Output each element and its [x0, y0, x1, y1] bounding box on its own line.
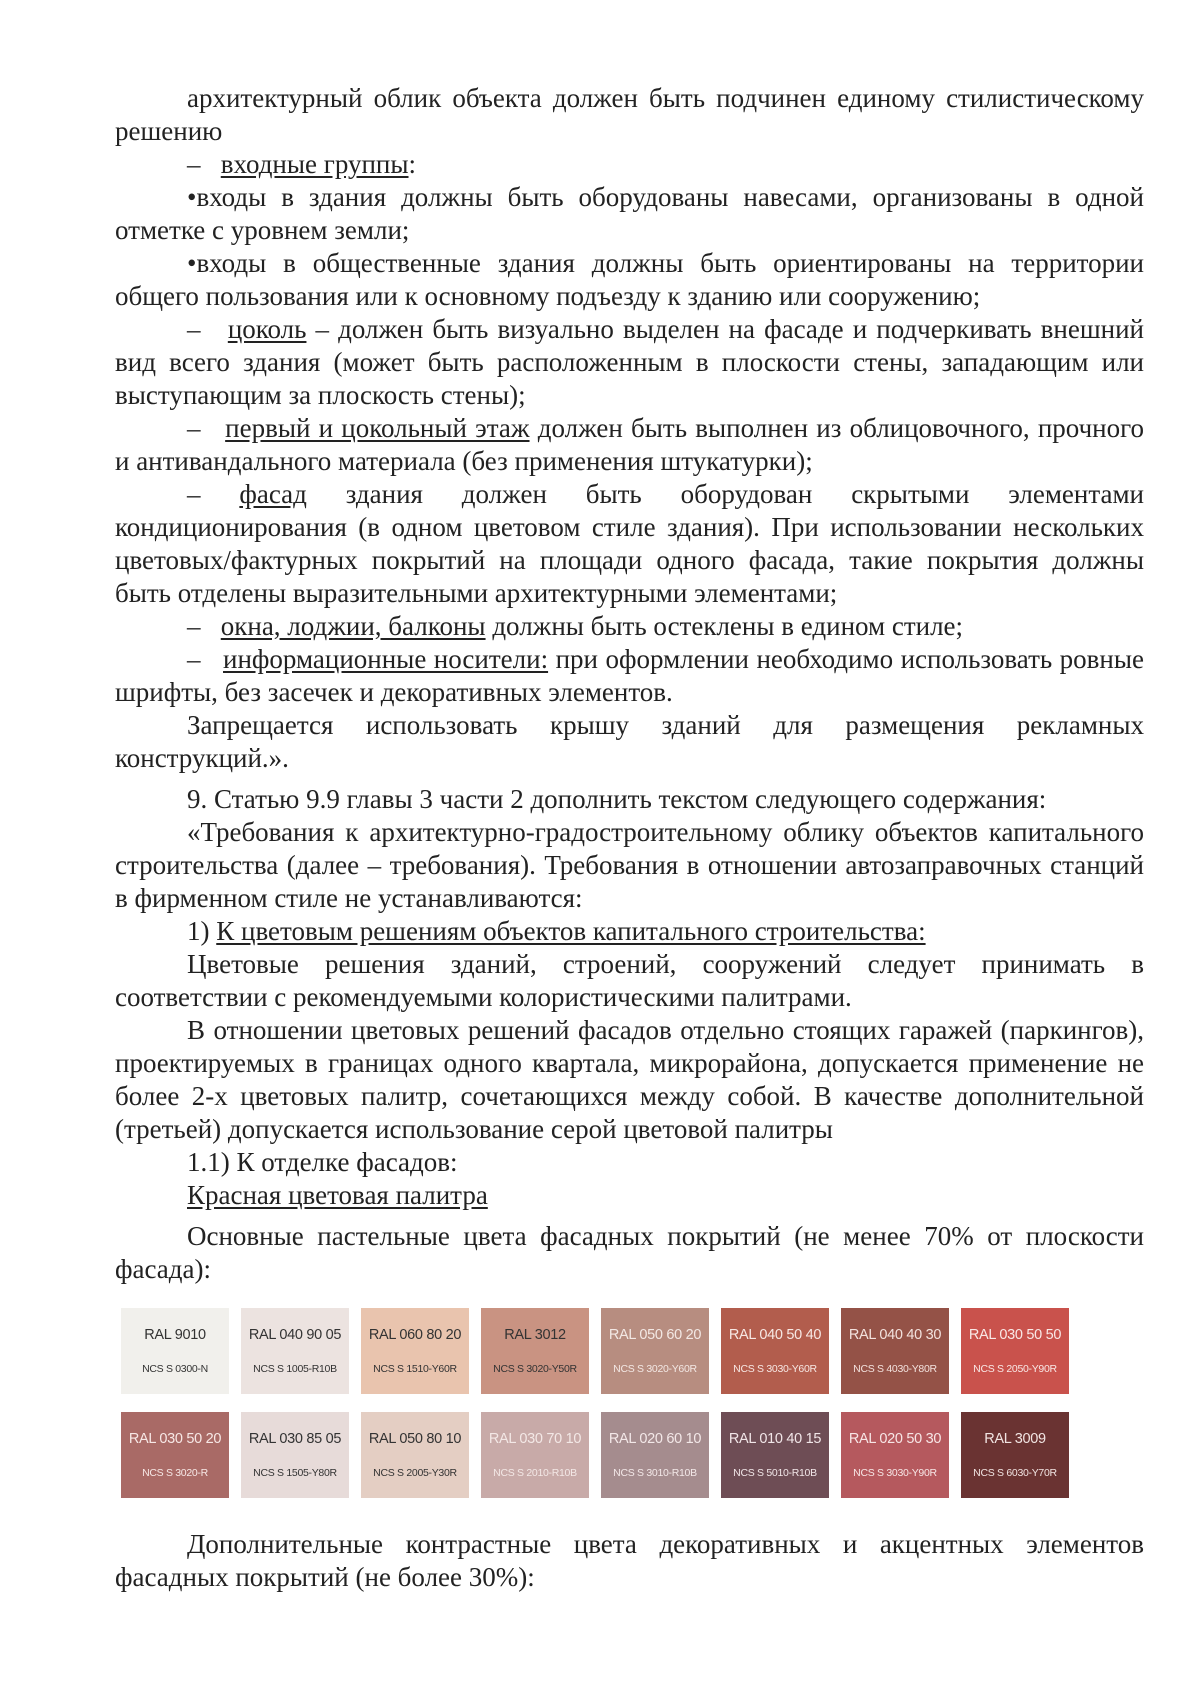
swatch-ncs-code: NCS S 3010-R10B	[613, 1467, 697, 1479]
swatch-ncs-code: NCS S 1005-R10B	[253, 1363, 337, 1375]
item-entrance-groups	[115, 148, 1144, 181]
swatch-ncs-code: NCS S 0300-N	[142, 1363, 208, 1375]
swatch-ncs-code: NCS S 3030-Y90R	[853, 1467, 937, 1479]
item-text: – должен быть визуально выделен на фасаде и подчеркивать внешний вид всего здания (может быть расположенным в плоскости стены, западающим или выступающим за плоскость стены);	[115, 314, 1144, 410]
color-swatch	[241, 1412, 349, 1498]
item-info-carriers	[115, 643, 1144, 709]
swatch-ral-code: RAL 050 80 10	[368, 1431, 462, 1447]
dash: –	[187, 644, 201, 674]
color-swatch	[961, 1308, 1069, 1394]
bullet-entrances-canopies: •входы в здания должны быть оборудованы навесами, организованы в одной отметке с уровнем земли;	[115, 182, 1144, 245]
heading-facade-finishing: 1.1) К отделке фасадов:	[187, 1147, 458, 1177]
swatch-ncs-code: NCS S 3030-Y60R	[733, 1363, 817, 1375]
item-text: должны быть остеклены в едином стиле;	[485, 611, 964, 641]
dash: –	[187, 314, 201, 344]
swatch-ral-code: RAL 3012	[504, 1327, 566, 1343]
color-swatch	[601, 1308, 709, 1394]
paragraph-garages: В отношении цветовых решений фасадов отдельно стоящих гаражей (паркингов), проектируемых в границах одного квартала, микрорайона, допускается применение не более 2-х цветовых палитр, сочетающихся между собой. В качестве дополнительной (третьей) допускается использование серой цветовой палитры	[115, 1015, 1144, 1144]
color-swatch	[481, 1308, 589, 1394]
swatch-ral-code: RAL 030 50 50	[968, 1327, 1062, 1343]
dash: –	[187, 611, 201, 641]
heading-red-palette	[115, 1179, 1144, 1212]
item-text: при оформлении необходимо использовать ровные шрифты, без засечек и декоративных элементов.	[115, 644, 1145, 707]
color-swatch	[481, 1412, 589, 1498]
term-entrance-groups: входные группы	[220, 149, 409, 179]
swatch-ral-code: RAL 060 80 20	[368, 1327, 462, 1343]
swatch-ncs-code: NCS S 5010-R10B	[733, 1467, 817, 1479]
dash: –	[187, 479, 201, 509]
list-number: 1)	[187, 916, 217, 946]
swatch-ncs-code: NCS S 6030-Y70R	[973, 1467, 1057, 1479]
bullet-public-entrances: •входы в общественные здания должны быть ориентированы на территории общего пользования или к основному подъезду к зданию или сооружению;	[115, 248, 1144, 311]
swatch-ral-code: RAL 9010	[144, 1327, 206, 1343]
color-swatch	[961, 1412, 1069, 1498]
term-first-floor: первый и цокольный этаж	[225, 413, 530, 443]
swatch-ncs-code: NCS S 2050-Y90R	[973, 1363, 1057, 1375]
color-swatch	[121, 1308, 229, 1394]
paragraph-requirements: «Требования к архитектурно-градостроительному облику объектов капитального строительства (далее – требования). Требования в отношении автозаправочных станций в фирменном стиле не устанавливаются:	[115, 817, 1144, 913]
swatch-ral-code: RAL 040 50 40	[728, 1327, 822, 1343]
swatch-ncs-code: NCS S 2005-Y30R	[373, 1467, 457, 1479]
swatch-ral-code: RAL 020 50 30	[848, 1431, 942, 1447]
palette-row-main-1	[121, 1308, 1144, 1394]
item-text: здания должен быть оборудован скрытыми элементами кондиционирования (в одном цветовом стиле здания). При использовании нескольких цветовых/фактурных покрытий на площади одного фасада, такие покрытия должны быть отделены выразительными архитектурными элементами;	[115, 479, 1144, 608]
item-first-floor	[115, 412, 1144, 478]
swatch-ral-code: RAL 030 85 05	[248, 1431, 342, 1447]
color-swatch	[361, 1412, 469, 1498]
swatch-ral-code: RAL 050 60 20	[608, 1327, 702, 1343]
swatch-ral-code: RAL 040 90 05	[248, 1327, 342, 1343]
palette-row-main-2	[121, 1412, 1144, 1498]
paragraph-article-9: 9. Статью 9.9 главы 3 части 2 дополнить текстом следующего содержания:	[187, 784, 1047, 814]
item-facade	[115, 478, 1144, 610]
swatch-ncs-code: NCS S 3020-R	[142, 1467, 208, 1479]
term-windows: окна, лоджии, балконы	[220, 611, 486, 641]
item-windows	[115, 610, 1144, 643]
color-swatch	[601, 1412, 709, 1498]
term-info-carriers: информационные носители:	[223, 644, 549, 674]
swatch-ncs-code: NCS S 3020-Y50R	[493, 1363, 577, 1375]
color-swatch	[241, 1308, 349, 1394]
term-red-palette: Красная цветовая палитра	[187, 1180, 488, 1210]
dash: –	[187, 149, 201, 179]
color-swatch	[721, 1308, 829, 1394]
color-swatch	[721, 1412, 829, 1498]
swatch-ral-code: RAL 010 40 15	[728, 1431, 822, 1447]
swatch-ral-code: RAL 030 50 20	[128, 1431, 222, 1447]
term-facade: фасад	[239, 479, 307, 509]
term-plinth: цоколь	[227, 314, 307, 344]
swatch-ncs-code: NCS S 1510-Y60R	[373, 1363, 457, 1375]
swatch-ncs-code: NCS S 1505-Y80R	[253, 1467, 337, 1479]
item-text: :	[408, 149, 417, 179]
paragraph-roof-prohibition: Запрещается использовать крышу зданий для размещения рекламных конструкций.».	[115, 710, 1144, 773]
paragraph-accent-colors: Дополнительные контрастные цвета декоративных и акцентных элементов фасадных покрытий (не более 30%):	[115, 1529, 1144, 1592]
swatch-ncs-code: NCS S 3020-Y60R	[613, 1363, 697, 1375]
paragraph-architectural-look: архитектурный облик объекта должен быть подчинен единому стилистическому решению	[115, 83, 1144, 146]
color-swatch	[121, 1412, 229, 1498]
swatch-ral-code: RAL 3009	[984, 1431, 1046, 1447]
item-text: должен быть выполнен из облицовочного, прочного и антивандального материала (без применения штукатурки);	[115, 413, 1144, 476]
color-swatch	[841, 1412, 949, 1498]
item-plinth	[115, 313, 1144, 412]
paragraph-color-palettes: Цветовые решения зданий, строений, сооружений следует принимать в соответствии с рекомендуемыми колористическими палитрами.	[115, 949, 1144, 1012]
swatch-ral-code: RAL 030 70 10	[488, 1431, 582, 1447]
color-swatch	[841, 1308, 949, 1394]
paragraph-main-colors: Основные пастельные цвета фасадных покрытий (не менее 70% от плоскости фасада):	[115, 1221, 1144, 1284]
heading-color-solutions	[115, 915, 1144, 948]
color-swatch	[361, 1308, 469, 1394]
swatch-ral-code: RAL 020 60 10	[608, 1431, 702, 1447]
swatch-ncs-code: NCS S 2010-R10B	[493, 1467, 577, 1479]
swatch-ncs-code: NCS S 4030-Y80R	[853, 1363, 937, 1375]
swatch-ral-code: RAL 040 40 30	[848, 1327, 942, 1343]
dash: –	[187, 413, 201, 443]
term-color-solutions: К цветовым решениям объектов капитального строительства:	[216, 916, 926, 946]
